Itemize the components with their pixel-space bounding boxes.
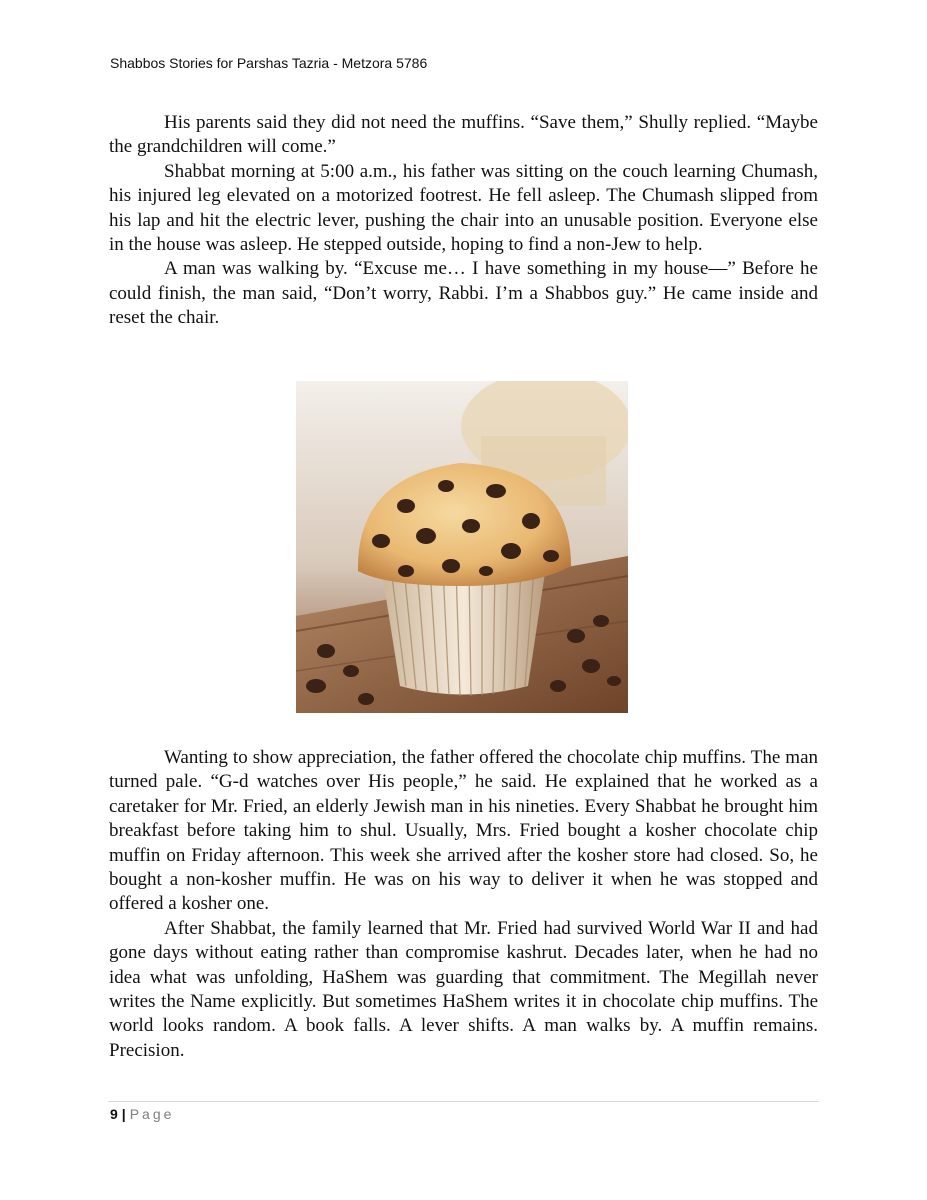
- paragraph: Shabbat morning at 5:00 a.m., his father was sitting on the couch learning Chumash, his injured leg elevated on a motorized footrest. He fell asleep. The Chumash slipped from his lap and hit the electric lever, pushing the chair into an unusable position. Everyone else in the house was asleep. He stepped outside, hoping to find a non-Jew to help.: [109, 160, 818, 256]
- page-label: Page: [129, 1106, 175, 1122]
- paragraph: After Shabbat, the family learned that Mr. Fried had survived World War II and had gone days without eating rather than compromise kashrut. Decades later, when he had no idea what was unfolding, HaShem was guarding that commitment. The Megillah never writes the Name explicitly. But sometimes HaShem writes it in chocolate chip muffins. The world looks random. A book falls. A lever shifts. A man walks by. A muffin remains. Precision.: [109, 917, 818, 1061]
- page-footer: [110, 1106, 174, 1122]
- paragraph: His parents said they did not need the muffins. “Save them,” Shully replied. “Maybe the grandchildren will come.”: [109, 112, 818, 158]
- text-block-bottom: [109, 746, 818, 1063]
- footer-separator: |: [121, 1106, 126, 1122]
- running-header: Shabbos Stories for Parshas Tazria - Metzora 5786: [110, 55, 428, 71]
- paragraph: Wanting to show appreciation, the father offered the chocolate chip muffins. The man turned pale. “G-d watches over His people,” he said. He explained that he worked as a caretaker for Mr. Fried, an elderly Jewish man in his nineties. Every Shabbat he brought him breakfast before taking him to shul. Usually, Mrs. Fried bought a kosher chocolate chip muffin on Friday afternoon. This week she arrived after the kosher store had closed. So, he bought a non-kosher muffin. He was on his way to deliver it when he was stopped and offered a kosher one.: [109, 747, 818, 915]
- text-block-top: [109, 111, 818, 331]
- muffin-photo: [296, 381, 628, 713]
- page-number: 9: [110, 1106, 118, 1122]
- paragraph: A man was walking by. “Excuse me… I have something in my house—” Before he could finish, the man said, “Don’t worry, Rabbi. I’m a Shabbos guy.” He came inside and reset the chair.: [109, 258, 818, 329]
- footer-divider: [108, 1101, 819, 1102]
